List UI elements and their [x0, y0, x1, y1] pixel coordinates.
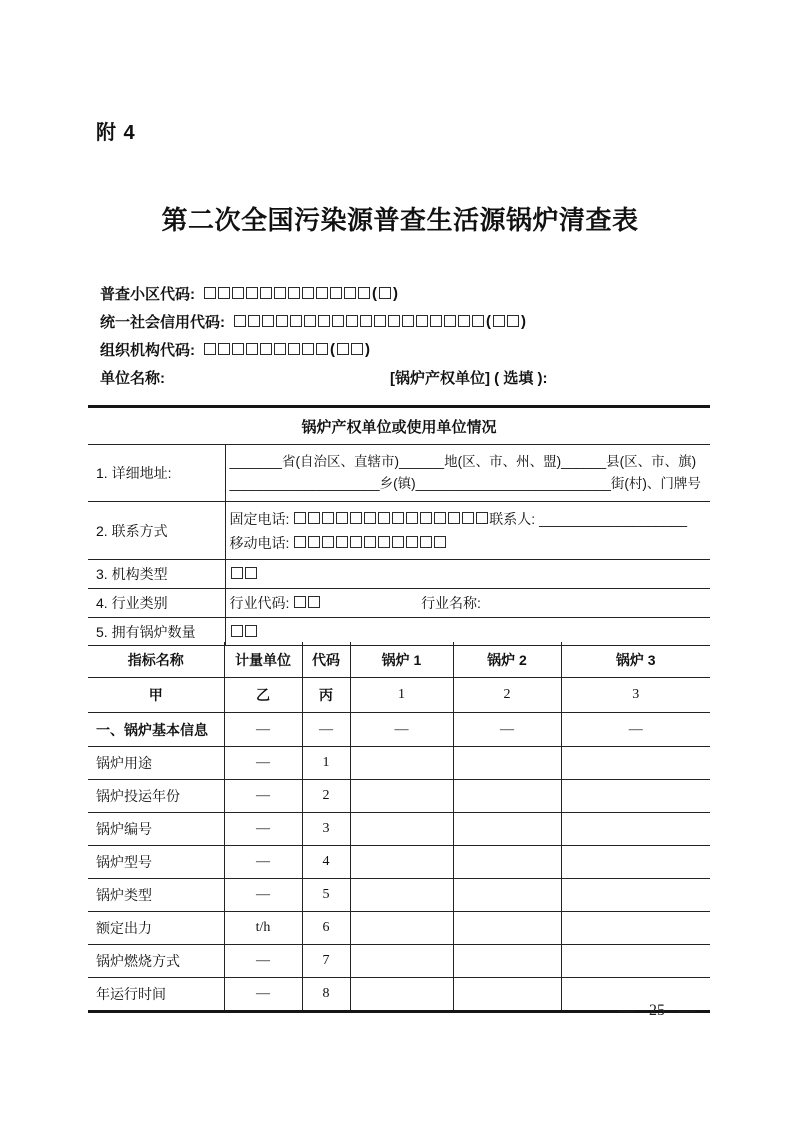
indicator-code: 2: [302, 780, 350, 813]
contact-person-blank: ___________________: [539, 510, 687, 527]
code-box: [420, 512, 432, 524]
indicator-name: 锅炉类型: [88, 879, 224, 912]
boiler2-cell: [453, 813, 561, 846]
mobile-phone-boxes: [293, 536, 447, 548]
address-content: [225, 445, 710, 502]
boiler2-cell: [453, 978, 561, 1012]
paren-close: ): [365, 340, 370, 358]
credit-code-check-boxes: [492, 315, 520, 327]
paren-open: (: [330, 340, 335, 358]
code-box: [260, 343, 272, 355]
code-box: [330, 287, 342, 299]
boiler1-cell: [350, 813, 453, 846]
table-row: [88, 407, 710, 445]
table-row: [88, 846, 710, 879]
contact-person-label: 联系人:: [489, 510, 536, 527]
address-line1: _______省(自治区、直辖市)______地(区、市、州、盟)______县(区、市、旗): [229, 454, 697, 469]
code-box: [302, 287, 314, 299]
code-box: [316, 343, 328, 355]
code-box: [337, 343, 349, 355]
contact-content: [225, 502, 710, 560]
boiler1-cell: [350, 747, 453, 780]
indicator-unit: t/h: [224, 912, 302, 945]
subheader-cell: 丙: [302, 678, 350, 713]
code-box: [248, 315, 260, 327]
code-box: [392, 536, 404, 548]
indicator-unit: —: [224, 813, 302, 846]
code-box: [288, 343, 300, 355]
col-boiler3: 锅炉 3: [561, 642, 710, 678]
boiler2-cell: [453, 879, 561, 912]
attachment-label: 附 4: [96, 122, 136, 144]
industry-code-boxes: [293, 596, 321, 608]
code-box: [316, 287, 328, 299]
credit-code-line: [100, 307, 527, 335]
boiler1-cell: [350, 912, 453, 945]
code-box: [378, 536, 390, 548]
code-box: [245, 567, 257, 579]
indicator-code: 8: [302, 978, 350, 1012]
code-box: [344, 287, 356, 299]
org-code-boxes: [203, 343, 329, 355]
industry-code-label: 行业代码:: [229, 595, 290, 611]
boiler1-cell: [350, 945, 453, 978]
code-box: [430, 315, 442, 327]
section-row: [88, 713, 710, 747]
code-box: [379, 287, 391, 299]
section-dash: —: [302, 713, 350, 747]
boiler2-cell: [453, 945, 561, 978]
indicator-unit: —: [224, 945, 302, 978]
code-box: [322, 536, 334, 548]
indicator-table: [88, 642, 710, 1013]
code-box: [420, 536, 432, 548]
indicator-code: 1: [302, 747, 350, 780]
ownership-unit-label: [锅炉产权单位] ( 选填 ):: [390, 370, 548, 387]
table-row: [88, 879, 710, 912]
indicator-name: 锅炉投运年份: [88, 780, 224, 813]
code-box: [245, 625, 257, 637]
code-box: [246, 287, 258, 299]
subheader-cell: 甲: [88, 678, 224, 713]
code-box: [308, 596, 320, 608]
table-row: [88, 912, 710, 945]
boiler3-cell: [561, 780, 710, 813]
fixed-phone-line: [230, 507, 711, 531]
code-box: [350, 536, 362, 548]
subheader-cell: 1: [350, 678, 453, 713]
subheader-cell: 3: [561, 678, 710, 713]
code-box: [276, 315, 288, 327]
table-row: [88, 945, 710, 978]
code-box: [364, 512, 376, 524]
code-box: [308, 536, 320, 548]
indicator-code: 7: [302, 945, 350, 978]
code-box: [448, 512, 460, 524]
credit-code-boxes: [233, 315, 485, 327]
code-box: [346, 315, 358, 327]
boiler1-cell: [350, 978, 453, 1012]
code-box: [402, 315, 414, 327]
code-box: [231, 567, 243, 579]
code-box: [351, 343, 363, 355]
industry-content: [225, 589, 710, 618]
table-row: [88, 813, 710, 846]
code-box: [294, 512, 306, 524]
paren-close: ): [521, 312, 526, 330]
indicator-name: 锅炉燃烧方式: [88, 945, 224, 978]
code-box: [336, 536, 348, 548]
boiler3-cell: [561, 813, 710, 846]
org-code-label: 组织机构代码:: [100, 341, 195, 359]
unit-name-label: 单位名称:: [100, 369, 165, 387]
org-code-check-boxes: [336, 343, 364, 355]
census-area-code-label: 普查小区代码:: [100, 285, 195, 303]
indicator-unit: —: [224, 879, 302, 912]
section-dash: —: [350, 713, 453, 747]
code-lines-block: [100, 279, 548, 391]
col-unit: 计量单位: [224, 642, 302, 678]
indicator-unit: —: [224, 747, 302, 780]
code-box: [218, 287, 230, 299]
code-box: [204, 287, 216, 299]
boiler-count-boxes: [230, 625, 258, 637]
code-box: [308, 512, 320, 524]
table-header-row: [88, 642, 710, 678]
unit-name-line: [100, 363, 548, 391]
page-title: 第二次全国污染源普查生活源锅炉清查表: [161, 205, 639, 235]
boiler2-cell: [453, 912, 561, 945]
code-box: [260, 287, 272, 299]
fixed-phone-label: 固定电话:: [229, 510, 290, 527]
code-box: [274, 343, 286, 355]
code-box: [374, 315, 386, 327]
boiler3-cell: [561, 747, 710, 780]
indicator-code: 3: [302, 813, 350, 846]
code-box: [336, 512, 348, 524]
address-label: 1. 详细地址:: [88, 445, 225, 502]
indicator-name: 年运行时间: [88, 978, 224, 1012]
code-box: [232, 287, 244, 299]
org-type-label: 3. 机构类型: [88, 560, 225, 589]
code-box: [350, 512, 362, 524]
unit-table-header: 锅炉产权单位或使用单位情况: [88, 407, 710, 445]
code-box: [294, 536, 306, 548]
code-box: [416, 315, 428, 327]
page-number: — 25 —: [619, 1002, 695, 1019]
code-box: [462, 512, 474, 524]
paren-open: (: [486, 312, 491, 330]
code-box: [458, 315, 470, 327]
code-box: [294, 596, 306, 608]
credit-code-label: 统一社会信用代码:: [100, 313, 225, 331]
table-row: [88, 780, 710, 813]
col-code: 代码: [302, 642, 350, 678]
code-box: [288, 287, 300, 299]
code-box: [231, 625, 243, 637]
code-box: [290, 315, 302, 327]
code-box: [444, 315, 456, 327]
indicator-code: 5: [302, 879, 350, 912]
indicator-name: 锅炉用途: [88, 747, 224, 780]
table-row: [88, 589, 710, 618]
unit-info-table: [88, 405, 710, 646]
code-box: [364, 536, 376, 548]
paren-open: (: [372, 284, 377, 302]
col-indicator-name: 指标名称: [88, 642, 224, 678]
col-boiler2: 锅炉 2: [453, 642, 561, 678]
paren-close: ): [393, 284, 398, 302]
indicator-name: 锅炉型号: [88, 846, 224, 879]
address-line2: ____________________乡(镇)__________________________街(村)、门牌号: [229, 476, 701, 491]
org-code-line: [100, 335, 527, 363]
census-area-code-line: [100, 279, 527, 307]
boiler1-cell: [350, 846, 453, 879]
fixed-phone-boxes: [293, 512, 489, 524]
code-box: [234, 315, 246, 327]
code-box: [218, 343, 230, 355]
code-box: [388, 315, 400, 327]
boiler3-cell: [561, 945, 710, 978]
code-box: [507, 315, 519, 327]
contact-label: 2. 联系方式: [88, 502, 225, 560]
section-dash: —: [453, 713, 561, 747]
boiler1-cell: [350, 879, 453, 912]
boiler2-cell: [453, 846, 561, 879]
code-box: [360, 315, 372, 327]
code-box: [434, 536, 446, 548]
section-dash: —: [224, 713, 302, 747]
boiler3-cell: [561, 879, 710, 912]
code-box: [472, 315, 484, 327]
code-box: [318, 315, 330, 327]
mobile-phone-label: 移动电话:: [229, 534, 290, 551]
indicator-name: 额定出力: [88, 912, 224, 945]
code-box: [406, 536, 418, 548]
code-box: [378, 512, 390, 524]
census-area-code-boxes: [203, 287, 371, 299]
indicator-name: 锅炉编号: [88, 813, 224, 846]
boiler1-cell: [350, 780, 453, 813]
code-box: [358, 287, 370, 299]
code-box: [302, 343, 314, 355]
table-row: [88, 502, 710, 560]
code-box: [332, 315, 344, 327]
industry-label: 4. 行业类别: [88, 589, 225, 618]
section-dash: —: [561, 713, 710, 747]
code-box: [204, 343, 216, 355]
code-box: [274, 287, 286, 299]
table-subheader-row: [88, 678, 710, 713]
section-title: 一、锅炉基本信息: [88, 713, 224, 747]
code-box: [246, 343, 258, 355]
code-box: [322, 512, 334, 524]
code-box: [232, 343, 244, 355]
industry-name-label: 行业名称:: [421, 595, 481, 611]
boiler-count-label: 5. 拥有锅炉数量: [88, 618, 225, 646]
table-row: [88, 747, 710, 780]
subheader-cell: 2: [453, 678, 561, 713]
indicator-unit: —: [224, 846, 302, 879]
indicator-code: 4: [302, 846, 350, 879]
mobile-phone-line: [230, 531, 711, 555]
code-box: [476, 512, 488, 524]
table-row: [88, 445, 710, 502]
boiler3-cell: [561, 912, 710, 945]
subheader-cell: 乙: [224, 678, 302, 713]
indicator-unit: —: [224, 780, 302, 813]
census-area-code-check-boxes: [378, 287, 392, 299]
code-box: [406, 512, 418, 524]
code-box: [434, 512, 446, 524]
indicator-code: 6: [302, 912, 350, 945]
table-row: [88, 560, 710, 589]
code-box: [304, 315, 316, 327]
boiler2-cell: [453, 780, 561, 813]
code-box: [262, 315, 274, 327]
org-type-content: [225, 560, 710, 589]
boiler3-cell: [561, 846, 710, 879]
code-box: [392, 512, 404, 524]
code-box: [493, 315, 505, 327]
indicator-unit: —: [224, 978, 302, 1012]
boiler2-cell: [453, 747, 561, 780]
org-type-boxes: [230, 567, 258, 579]
col-boiler1: 锅炉 1: [350, 642, 453, 678]
